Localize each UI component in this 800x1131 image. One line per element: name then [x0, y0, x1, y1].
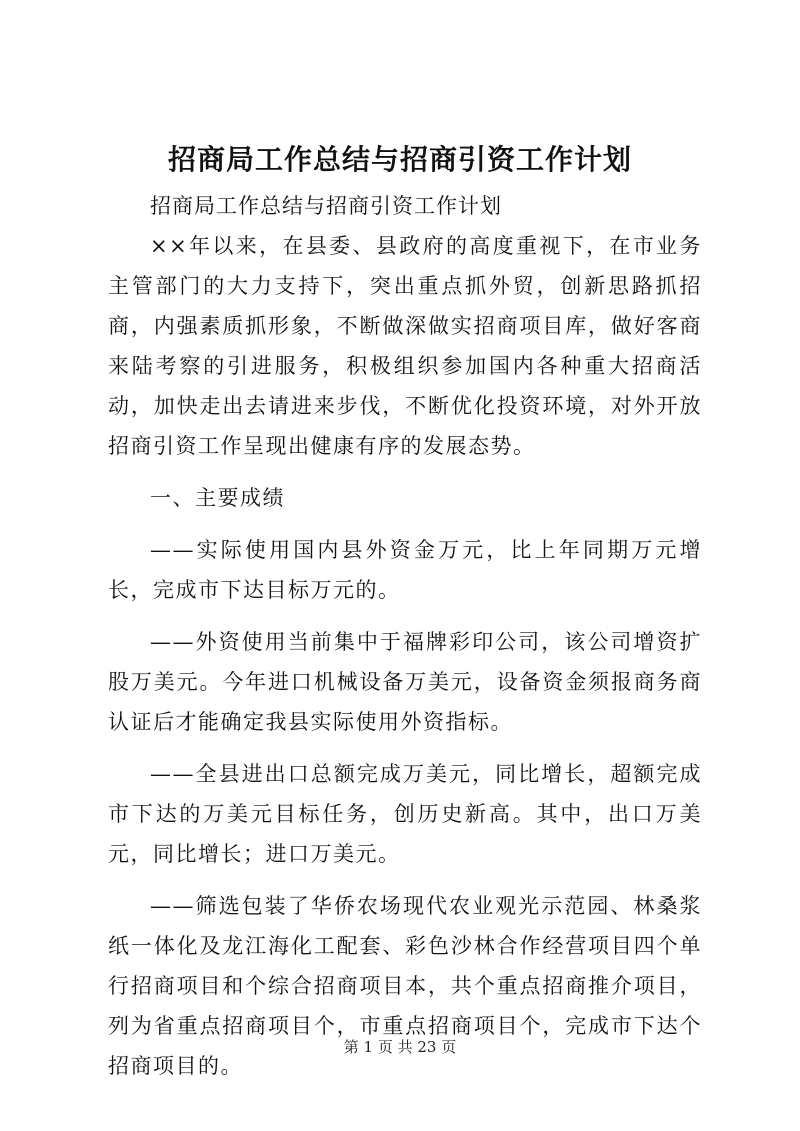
section-heading: 一、主要成绩 — [150, 486, 285, 510]
body-paragraph: ——外资使用当前集中于福牌彩印公司，该公司增资扩股万美元。今年进口机械设备万美元，设备资金须报商务商认证后才能确定我县实际使用外资指标。 — [108, 630, 702, 734]
body-paragraph: ——实际使用国内县外资金万元，比上年同期万元增长，完成市下达目标万元的。 — [108, 538, 702, 602]
intro-paragraph: ××年以来，在县委、县政府的高度重视下，在市业务主管部门的大力支持下，突出重点抓外贸，创新思路抓招商，内强素质抓形象，不断做深做实招商项目库，做好客商来陆考察的引进服务，积极组织参加国内各种重大招商活动，加快走出去请进来步伐，不断优化投资环境，对外开放招商引资工作呈现出健康有序的发展态势。 — [108, 234, 702, 458]
body-paragraph: ——筛选包装了华侨农场现代农业观光示范园、林桑浆纸一体化及龙江海化工配套、彩色沙林合作经营项目四个单行招商项目和个综合招商项目本，共个重点招商推介项目，列为省重点招商项目个，市重点招商项目个，完成市下达个招商项目的。 — [108, 894, 702, 1078]
page-number-footer: 第 1 页 共 23 页 — [343, 1038, 457, 1056]
document-title: 招商局工作总结与招商引资工作计划 — [167, 143, 632, 176]
subtitle-paragraph: 招商局工作总结与招商引资工作计划 — [150, 194, 502, 218]
body-paragraph: ——全县进出口总额完成万美元，同比增长，超额完成市下达的万美元目标任务，创历史新高。其中，出口万美元，同比增长；进口万美元。 — [108, 762, 702, 866]
document-body — [108, 186, 702, 1086]
